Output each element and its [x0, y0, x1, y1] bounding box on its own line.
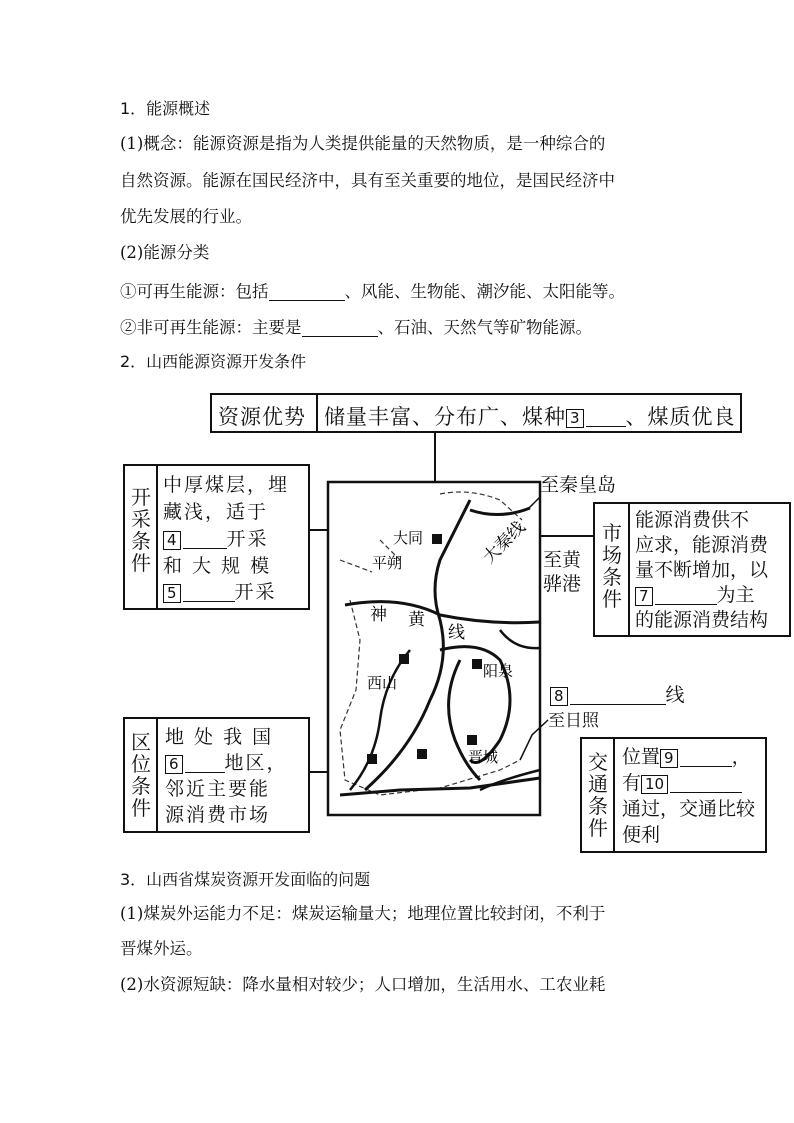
- line-8-label: [550, 680, 685, 707]
- market-line3: 量不断增加，以: [635, 559, 769, 581]
- location-line4: 源消费市场: [165, 804, 271, 826]
- blank-5: [183, 585, 235, 602]
- map-label-xian: 线: [448, 623, 465, 643]
- blank-number-10: 10: [641, 775, 668, 794]
- coal-base-datong: [432, 534, 442, 544]
- label-to-rizhao: 至日照: [548, 711, 599, 731]
- map-label-huang: 黄: [408, 610, 425, 630]
- location-line2: [165, 750, 288, 776]
- resource-text-a: 储量丰富、分布广、煤种: [324, 405, 566, 429]
- market-line4: [635, 582, 755, 608]
- s1-paragraph-line3: 优先发展的行业。: [120, 207, 252, 226]
- mining-line5-tail: 开采: [234, 581, 277, 603]
- market-line2: 应求，能源消费: [635, 534, 769, 556]
- location-line1: 地 处 我 国: [165, 726, 274, 748]
- mining-conditions-label: 开采条件: [131, 485, 151, 575]
- transport-conditions-box: [580, 737, 767, 853]
- mining-line5: [163, 579, 277, 605]
- map-label-yangquan: 阳泉: [483, 662, 514, 680]
- s1-classification-heading: (2)能源分类: [120, 243, 210, 262]
- blank-number-8: 8: [550, 687, 568, 706]
- blank-3: [586, 410, 626, 427]
- section1-title: 1．能源概述: [120, 99, 211, 118]
- transport-line3: 通过，交通比较: [622, 798, 756, 820]
- blank-9: [680, 750, 732, 767]
- market-conditions-label: 市场条件: [602, 521, 622, 611]
- blank-number-6: 6: [165, 755, 183, 774]
- label-to-huanghua: 至黄骅港: [543, 549, 582, 595]
- line-8-suffix: 线: [665, 684, 685, 706]
- coal-base-yangquan: [472, 659, 482, 669]
- blank-10: [670, 776, 742, 793]
- blank-number-3: 3: [566, 409, 584, 428]
- map-label-xishan: 西山: [367, 674, 398, 692]
- transport-line2-head: 有: [622, 772, 642, 794]
- blank-number-7: 7: [635, 587, 653, 606]
- s3-p1-line1: (1)煤炭外运能力不足：煤炭运输量大；地理位置比较封闭，不利于: [120, 904, 606, 923]
- renewable-text-a: ①可再生能源：包括: [120, 282, 269, 301]
- mining-conditions-box: [123, 464, 310, 610]
- map-label-pingshuo: 平朔: [372, 554, 403, 572]
- coal-base-jincheng: [467, 735, 477, 745]
- market-line5: 的能源消费结构: [635, 609, 769, 631]
- location-conditions-box: [123, 717, 310, 833]
- blank-7: [655, 588, 717, 605]
- mining-line1: 中厚煤层，埋: [163, 474, 290, 496]
- transport-line1: 位置 9 ，: [622, 746, 751, 768]
- map-label-daqin: 大秦线: [479, 517, 530, 568]
- coal-base-center: [417, 749, 427, 759]
- blank-6: [185, 756, 225, 773]
- location-line3: 邻近主要能: [165, 778, 271, 800]
- renewable-text-b: 、风能、生物能、潮汐能、太阳能等。: [344, 282, 625, 301]
- resource-advantage-label: 资源优势: [218, 405, 306, 429]
- s1-paragraph-line1: (1)概念：能源资源是指为人类提供能量的天然物质，是一种综合的: [120, 134, 606, 153]
- transport-line4: 便利: [622, 824, 661, 846]
- nonrenewable-text-a: ②非可再生能源：主要是: [120, 318, 302, 337]
- transport-line1-head: 位置: [622, 746, 661, 768]
- blank-number-4: 4: [163, 531, 181, 550]
- transport-conditions-label: 交通条件: [588, 750, 608, 840]
- mining-line3-tail: 开采: [226, 528, 269, 550]
- market-conditions-box: [593, 502, 791, 637]
- transport-line2: [622, 770, 742, 796]
- resource-advantage-box: [210, 393, 742, 433]
- s1-paragraph-line2: 自然资源。能源在国民经济中，具有至关重要的地位，是国民经济中: [120, 171, 615, 190]
- resource-text-b: 、煤质优良: [625, 405, 736, 429]
- map-label-shen: 神: [370, 605, 387, 625]
- blank-number-9: 9: [660, 749, 678, 768]
- mining-line3: [163, 526, 269, 552]
- nonrenewable-text-b: 、石油、天然气等矿物能源。: [377, 318, 592, 337]
- blank-number-5: 5: [163, 584, 181, 603]
- blank-4: [183, 532, 227, 549]
- section3-title: 3．山西省煤炭资源开发面临的问题: [120, 870, 371, 889]
- coal-base-xishan: [399, 654, 409, 664]
- mining-line2: 藏浅，适于: [163, 501, 269, 523]
- location-line2-tail: 地区，: [224, 752, 288, 774]
- s3-p2-line1: (2)水资源短缺：降水量相对较少；人口增加，生活用水、工农业耗: [120, 975, 606, 994]
- map-label-datong: 大同: [393, 529, 424, 547]
- s3-p1-line2: 晋煤外运。: [120, 939, 203, 958]
- mining-line4: 和 大 规 模: [163, 555, 272, 577]
- map-label-jincheng: 晋城: [468, 748, 499, 766]
- section2-title: 2．山西能源资源开发条件: [120, 352, 307, 371]
- location-conditions-label: 区位条件: [131, 730, 151, 820]
- resource-advantage-text: [324, 401, 736, 431]
- label-to-qinhuangdao: 至秦皇岛: [540, 474, 617, 496]
- market-line4-tail: 为主: [716, 584, 755, 606]
- coal-base-southwest: [367, 754, 377, 764]
- blank-8: [570, 688, 666, 705]
- market-line1: 能源消费供不: [635, 509, 750, 531]
